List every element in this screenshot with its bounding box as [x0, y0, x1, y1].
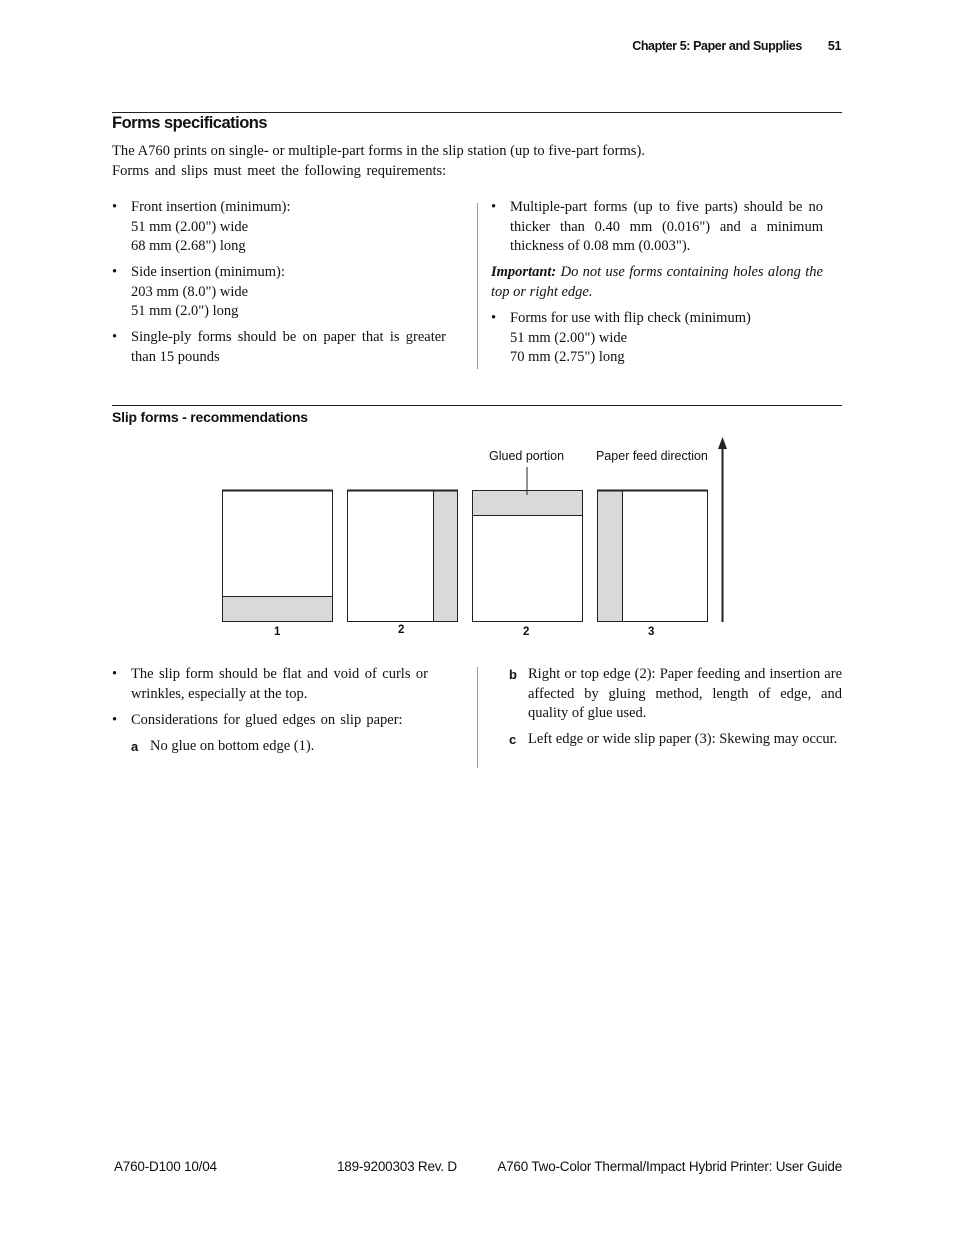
- list-item-text: Multiple-part forms (up to five parts) should be no thicker than 0.40 mm (0.016") and a minimum thickness of 0.08 mm (0.003").: [510, 199, 823, 254]
- list-item-text: Front insertion (minimum):: [131, 199, 291, 215]
- chapter-title: Chapter 5: Paper and Supplies: [632, 39, 802, 53]
- list-item: [491, 198, 823, 257]
- bullet: •: [112, 329, 118, 345]
- column-divider: [477, 203, 478, 369]
- list-item-text: Considerations for glued edges on slip paper:: [131, 711, 403, 728]
- list-item-text: The slip form should be flat and void of curls or wrinkles, especially at the top.: [131, 666, 428, 702]
- list-item: [491, 309, 823, 368]
- important-text: Do not use forms containing holes along the top or right edge.: [491, 264, 823, 300]
- list-item-text: Forms for use with flip check (minimum): [510, 310, 751, 326]
- bullet: •: [491, 310, 497, 326]
- sub-item-b: [509, 665, 842, 724]
- form-number-label: 1: [274, 626, 281, 638]
- sub-item-a: [131, 737, 428, 757]
- list-item: [112, 328, 446, 367]
- list-item: [112, 711, 428, 731]
- sub-item-letter: a: [131, 738, 139, 754]
- sub-item-letter: b: [509, 667, 517, 682]
- sub-item-text: Left edge or wide slip paper (3): Skewing may occur.: [528, 730, 838, 747]
- slip-form-3: [598, 491, 708, 622]
- glued-portion-top: [473, 491, 583, 516]
- recommendations-right-column: [509, 665, 842, 755]
- form-number-label: 3: [648, 626, 655, 638]
- important-note: [491, 263, 823, 302]
- form-number-label: 2: [398, 624, 405, 636]
- bullet: •: [112, 711, 118, 728]
- requirements-right-column: [491, 198, 823, 374]
- sub-item-text: Right or top edge (2): Paper feeding and insertion are affected by gluing method, length of edge, and quality of glue used.: [528, 666, 842, 721]
- list-item-text: 203 mm (8.0") wide: [131, 283, 249, 300]
- important-label: Important:: [491, 264, 557, 280]
- footer-doc-id: A760-D100 10/04: [114, 1159, 217, 1174]
- section-rule-top: [112, 112, 842, 113]
- bullet: •: [112, 199, 118, 215]
- list-item-text: Side insertion (minimum):: [131, 264, 285, 280]
- bullet: •: [112, 264, 118, 280]
- paper-feed-direction-label: Paper feed direction: [596, 449, 708, 463]
- running-header: [632, 39, 841, 53]
- list-item-text: 51 mm (2.00") wide: [510, 329, 628, 346]
- bullet: •: [112, 666, 118, 682]
- page-number: 51: [827, 39, 841, 53]
- glued-portion-left: [598, 491, 623, 622]
- form-number-label: 2: [523, 626, 530, 638]
- recommendations-left-column: [112, 665, 428, 756]
- intro-line: The A760 prints on single- or multiple-part forms in the slip station (up to five-part forms).: [112, 143, 646, 159]
- intro-line: Forms and slips must meet the following requirements:: [112, 162, 447, 179]
- sub-item-c: [509, 730, 842, 750]
- column-divider: [477, 667, 478, 768]
- sub-item-letter: c: [509, 731, 517, 747]
- list-item-text: 51 mm (2.00") wide: [131, 218, 249, 235]
- footer-guide-title: A760 Two-Color Thermal/Impact Hybrid Printer: User Guide: [497, 1159, 842, 1174]
- glued-portion-bottom: [223, 597, 333, 622]
- list-item: [112, 665, 428, 704]
- list-item: [112, 263, 446, 322]
- paper-feed-arrow-head: [718, 437, 727, 449]
- glued-portion-right: [434, 491, 458, 622]
- section-heading-forms-specifications: Forms specifications: [112, 114, 268, 132]
- requirements-left-column: [112, 198, 446, 374]
- glued-portion-label: Glued portion: [489, 449, 565, 463]
- list-item-text: Single-ply forms should be on paper that is greater than 15 pounds: [131, 329, 446, 365]
- intro-paragraph: [112, 142, 712, 181]
- bullet: •: [491, 199, 497, 215]
- slip-form-2-right: [348, 491, 458, 622]
- slip-form-2-top: [473, 491, 583, 622]
- list-item-text: 68 mm (2.68") long: [131, 238, 246, 254]
- slip-form-1: [223, 491, 333, 622]
- footer-part-number: 189-9200303 Rev. D: [337, 1159, 457, 1174]
- list-item-text: 51 mm (2.0") long: [131, 303, 239, 319]
- list-item: [112, 198, 446, 257]
- list-item-text: 70 mm (2.75") long: [510, 349, 625, 365]
- section-heading-slip-forms: Slip forms - recommendations: [112, 409, 308, 425]
- sub-item-text: No glue on bottom edge (1).: [150, 737, 315, 754]
- section-rule-slip: [112, 405, 842, 406]
